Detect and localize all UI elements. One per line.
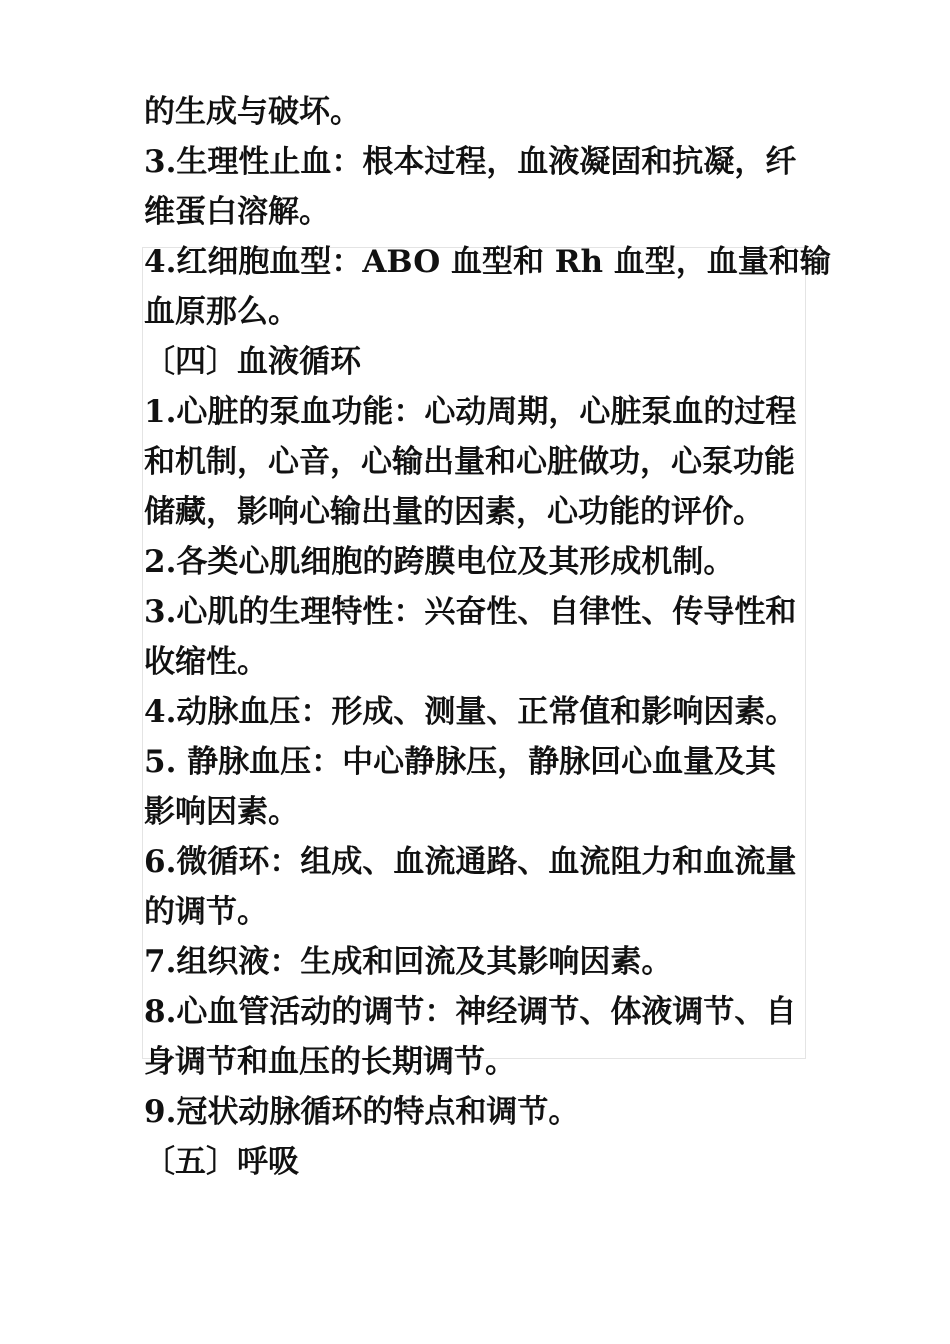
text-line: 和机制，心音，心输出量和心脏做功，心泵功能 [144, 444, 795, 480]
section-heading: 〔五〕呼吸 [144, 1144, 299, 1180]
text-line: 的生成与破坏。 [144, 94, 361, 130]
text-line: 3.生理性止血：根本过程，血液凝固和抗凝，纤 [144, 144, 797, 180]
text-line: 维蛋白溶解。 [144, 194, 330, 230]
text-line: 影响因素。 [144, 794, 299, 830]
text-line: 4.红细胞血型：ABO 血型和 Rh 血型，血量和输 [144, 244, 831, 280]
text-line: 1.心脏的泵血功能：心动周期，心脏泵血的过程 [144, 394, 797, 430]
text-line: 4.动脉血压：形成、测量、正常值和影响因素。 [144, 694, 797, 730]
text-line: 身调节和血压的长期调节。 [144, 1044, 516, 1080]
text-line: 9.冠状动脉循环的特点和调节。 [144, 1094, 580, 1130]
text-line: 8.心血管活动的调节：神经调节、体液调节、自 [144, 994, 797, 1030]
text-line: 5. 静脉血压：中心静脉压，静脉回心血量及其 [144, 744, 777, 780]
text-line: 收缩性。 [144, 644, 268, 680]
text-line: 2.各类心肌细胞的跨膜电位及其形成机制。 [144, 544, 735, 580]
section-heading: 〔四〕血液循环 [144, 344, 361, 380]
text-line: 3.心肌的生理特性：兴奋性、自律性、传导性和 [144, 594, 797, 630]
text-line: 6.微循环：组成、血流通路、血流阻力和血流量 [144, 844, 797, 880]
text-line: 的调节。 [144, 894, 268, 930]
text-line: 7.组织液：生成和回流及其影响因素。 [144, 944, 673, 980]
text-line: 储藏，影响心输出量的因素，心功能的评价。 [144, 494, 764, 530]
text-lines [144, 87, 834, 1187]
text-line: 血原那么。 [144, 294, 299, 330]
